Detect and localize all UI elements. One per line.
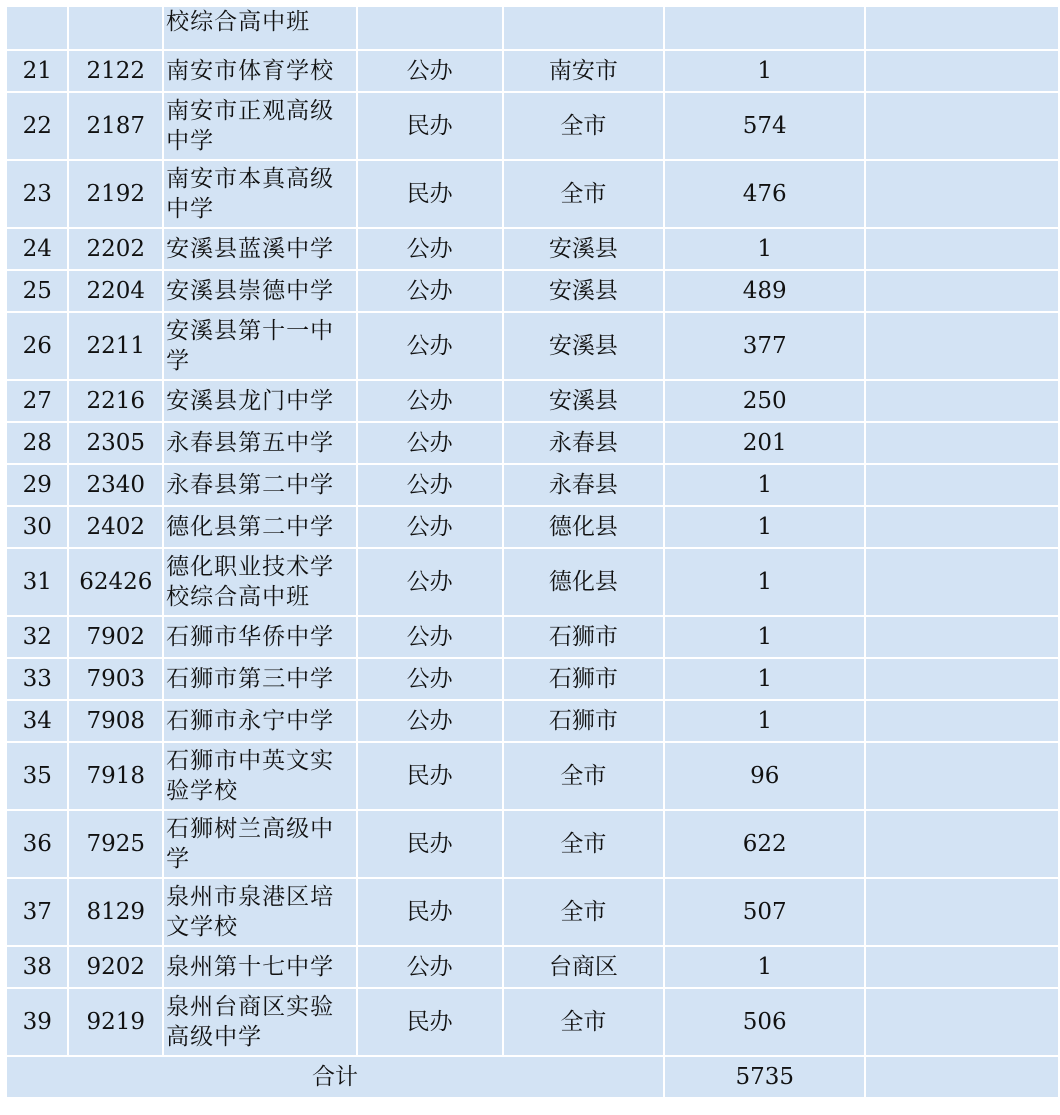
cell-blank — [866, 313, 1058, 379]
cell-blank — [866, 811, 1058, 877]
cell-code: 62426 — [69, 549, 162, 615]
cell-school-name: 安溪县蓝溪中学 — [164, 229, 355, 269]
total-label: 合计 — [7, 1057, 663, 1097]
cell-index — [7, 7, 67, 49]
cell-quota: 1 — [665, 947, 865, 987]
cell-blank — [866, 381, 1058, 421]
cell-school-name: 校综合高中班 — [164, 7, 355, 49]
cell-type: 公办 — [358, 271, 502, 311]
cell-type: 公办 — [358, 423, 502, 463]
cell-quota: 250 — [665, 381, 865, 421]
cell-quota: 1 — [665, 51, 865, 91]
cell-quota: 1 — [665, 701, 865, 741]
table-row-continuation — [7, 7, 1058, 49]
cell-school-name: 德化县第二中学 — [164, 507, 355, 547]
cell-type: 民办 — [358, 989, 502, 1055]
cell-school-name: 德化职业技术学校综合高中班 — [164, 549, 355, 615]
cell-quota: 201 — [665, 423, 865, 463]
cell-area: 全市 — [504, 161, 663, 227]
cell-type: 民办 — [358, 161, 502, 227]
cell-code: 7903 — [69, 659, 162, 699]
table-row — [7, 659, 1058, 699]
cell-area: 安溪县 — [504, 381, 663, 421]
cell-index: 21 — [7, 51, 67, 91]
cell-blank — [866, 743, 1058, 809]
cell-index: 23 — [7, 161, 67, 227]
table-row — [7, 313, 1058, 379]
cell-type: 公办 — [358, 617, 502, 657]
cell-area: 台商区 — [504, 947, 663, 987]
cell-quota: 574 — [665, 93, 865, 159]
table-row — [7, 229, 1058, 269]
cell-area: 石狮市 — [504, 659, 663, 699]
total-value: 5735 — [665, 1057, 865, 1097]
cell-area: 南安市 — [504, 51, 663, 91]
cell-school-name: 安溪县崇德中学 — [164, 271, 355, 311]
cell-blank — [866, 271, 1058, 311]
cell-area: 永春县 — [504, 465, 663, 505]
table-row — [7, 271, 1058, 311]
cell-area: 安溪县 — [504, 229, 663, 269]
cell-area: 全市 — [504, 811, 663, 877]
cell-index: 28 — [7, 423, 67, 463]
table-row — [7, 549, 1058, 615]
cell-quota: 1 — [665, 617, 865, 657]
cell-school-name: 南安市正观高级中学 — [164, 93, 355, 159]
cell-index: 32 — [7, 617, 67, 657]
cell-quota: 1 — [665, 659, 865, 699]
cell-index: 31 — [7, 549, 67, 615]
cell-code: 2402 — [69, 507, 162, 547]
cell-area: 永春县 — [504, 423, 663, 463]
cell-index: 22 — [7, 93, 67, 159]
cell-area: 安溪县 — [504, 313, 663, 379]
cell-code: 2211 — [69, 313, 162, 379]
cell-school-name: 南安市本真高级中学 — [164, 161, 355, 227]
cell-index: 30 — [7, 507, 67, 547]
table-row — [7, 989, 1058, 1055]
cell-type: 公办 — [358, 229, 502, 269]
cell-code: 7918 — [69, 743, 162, 809]
cell-type: 公办 — [358, 381, 502, 421]
cell-type: 公办 — [358, 507, 502, 547]
cell-school-name: 安溪县龙门中学 — [164, 381, 355, 421]
table-row — [7, 811, 1058, 877]
cell-type: 民办 — [358, 93, 502, 159]
table-row — [7, 743, 1058, 809]
cell-type: 公办 — [358, 701, 502, 741]
cell-index: 36 — [7, 811, 67, 877]
cell-area: 全市 — [504, 93, 663, 159]
cell-school-name: 安溪县第十一中学 — [164, 313, 355, 379]
table-row — [7, 507, 1058, 547]
cell-quota: 1 — [665, 229, 865, 269]
cell-code: 9202 — [69, 947, 162, 987]
cell-code — [69, 7, 162, 49]
cell-type: 民办 — [358, 743, 502, 809]
cell-type: 公办 — [358, 465, 502, 505]
cell-blank — [866, 423, 1058, 463]
table-row — [7, 51, 1058, 91]
table-row — [7, 879, 1058, 945]
cell-blank — [866, 701, 1058, 741]
cell-blank — [866, 879, 1058, 945]
cell-area: 安溪县 — [504, 271, 663, 311]
cell-quota: 1 — [665, 507, 865, 547]
table-row — [7, 423, 1058, 463]
cell-blank — [866, 1057, 1058, 1097]
cell-quota: 96 — [665, 743, 865, 809]
cell-type: 民办 — [358, 879, 502, 945]
cell-quota: 506 — [665, 989, 865, 1055]
cell-quota: 489 — [665, 271, 865, 311]
cell-type: 公办 — [358, 549, 502, 615]
cell-quota: 1 — [665, 549, 865, 615]
cell-quota: 622 — [665, 811, 865, 877]
cell-quota — [665, 7, 865, 49]
cell-school-name: 南安市体育学校 — [164, 51, 355, 91]
cell-school-name: 石狮市第三中学 — [164, 659, 355, 699]
cell-blank — [866, 549, 1058, 615]
cell-school-name: 泉州台商区实验高级中学 — [164, 989, 355, 1055]
cell-area — [504, 7, 663, 49]
cell-area: 全市 — [504, 879, 663, 945]
cell-code: 2192 — [69, 161, 162, 227]
cell-blank — [866, 465, 1058, 505]
cell-blank — [866, 507, 1058, 547]
cell-type: 公办 — [358, 51, 502, 91]
cell-area: 德化县 — [504, 549, 663, 615]
cell-index: 38 — [7, 947, 67, 987]
cell-code: 7925 — [69, 811, 162, 877]
cell-area: 全市 — [504, 989, 663, 1055]
cell-type: 公办 — [358, 313, 502, 379]
cell-index: 33 — [7, 659, 67, 699]
cell-code: 2340 — [69, 465, 162, 505]
cell-blank — [866, 617, 1058, 657]
cell-blank — [866, 161, 1058, 227]
cell-code: 2305 — [69, 423, 162, 463]
cell-quota: 476 — [665, 161, 865, 227]
cell-area: 石狮市 — [504, 701, 663, 741]
cell-area: 德化县 — [504, 507, 663, 547]
cell-blank — [866, 989, 1058, 1055]
cell-index: 39 — [7, 989, 67, 1055]
cell-blank — [866, 51, 1058, 91]
cell-quota: 1 — [665, 465, 865, 505]
cell-type — [358, 7, 502, 49]
cell-quota: 377 — [665, 313, 865, 379]
table-row — [7, 701, 1058, 741]
cell-area: 石狮市 — [504, 617, 663, 657]
cell-code: 2122 — [69, 51, 162, 91]
cell-school-name: 泉州市泉港区培文学校 — [164, 879, 355, 945]
cell-code: 7902 — [69, 617, 162, 657]
cell-school-name: 泉州第十七中学 — [164, 947, 355, 987]
cell-quota: 507 — [665, 879, 865, 945]
cell-code: 2204 — [69, 271, 162, 311]
cell-type: 公办 — [358, 659, 502, 699]
cell-blank — [866, 93, 1058, 159]
table-row — [7, 381, 1058, 421]
cell-school-name: 石狮市华侨中学 — [164, 617, 355, 657]
cell-type: 公办 — [358, 947, 502, 987]
cell-blank — [866, 7, 1058, 49]
cell-blank — [866, 947, 1058, 987]
cell-blank — [866, 659, 1058, 699]
cell-index: 24 — [7, 229, 67, 269]
cell-code: 2187 — [69, 93, 162, 159]
cell-area: 全市 — [504, 743, 663, 809]
cell-index: 34 — [7, 701, 67, 741]
table-body — [7, 7, 1058, 1055]
table-row — [7, 161, 1058, 227]
cell-school-name: 石狮市永宁中学 — [164, 701, 355, 741]
cell-school-name: 石狮树兰高级中学 — [164, 811, 355, 877]
cell-index: 26 — [7, 313, 67, 379]
table-row — [7, 465, 1058, 505]
cell-school-name: 永春县第五中学 — [164, 423, 355, 463]
table-row — [7, 93, 1058, 159]
cell-code: 8129 — [69, 879, 162, 945]
cell-code: 2202 — [69, 229, 162, 269]
cell-school-name: 永春县第二中学 — [164, 465, 355, 505]
cell-index: 25 — [7, 271, 67, 311]
enrollment-table — [5, 5, 1060, 1099]
cell-code: 7908 — [69, 701, 162, 741]
cell-code: 2216 — [69, 381, 162, 421]
cell-index: 27 — [7, 381, 67, 421]
cell-type: 民办 — [358, 811, 502, 877]
cell-index: 37 — [7, 879, 67, 945]
cell-index: 29 — [7, 465, 67, 505]
table-row — [7, 947, 1058, 987]
cell-blank — [866, 229, 1058, 269]
cell-code: 9219 — [69, 989, 162, 1055]
cell-school-name: 石狮市中英文实验学校 — [164, 743, 355, 809]
total-row — [7, 1057, 1058, 1097]
cell-index: 35 — [7, 743, 67, 809]
table-row — [7, 617, 1058, 657]
